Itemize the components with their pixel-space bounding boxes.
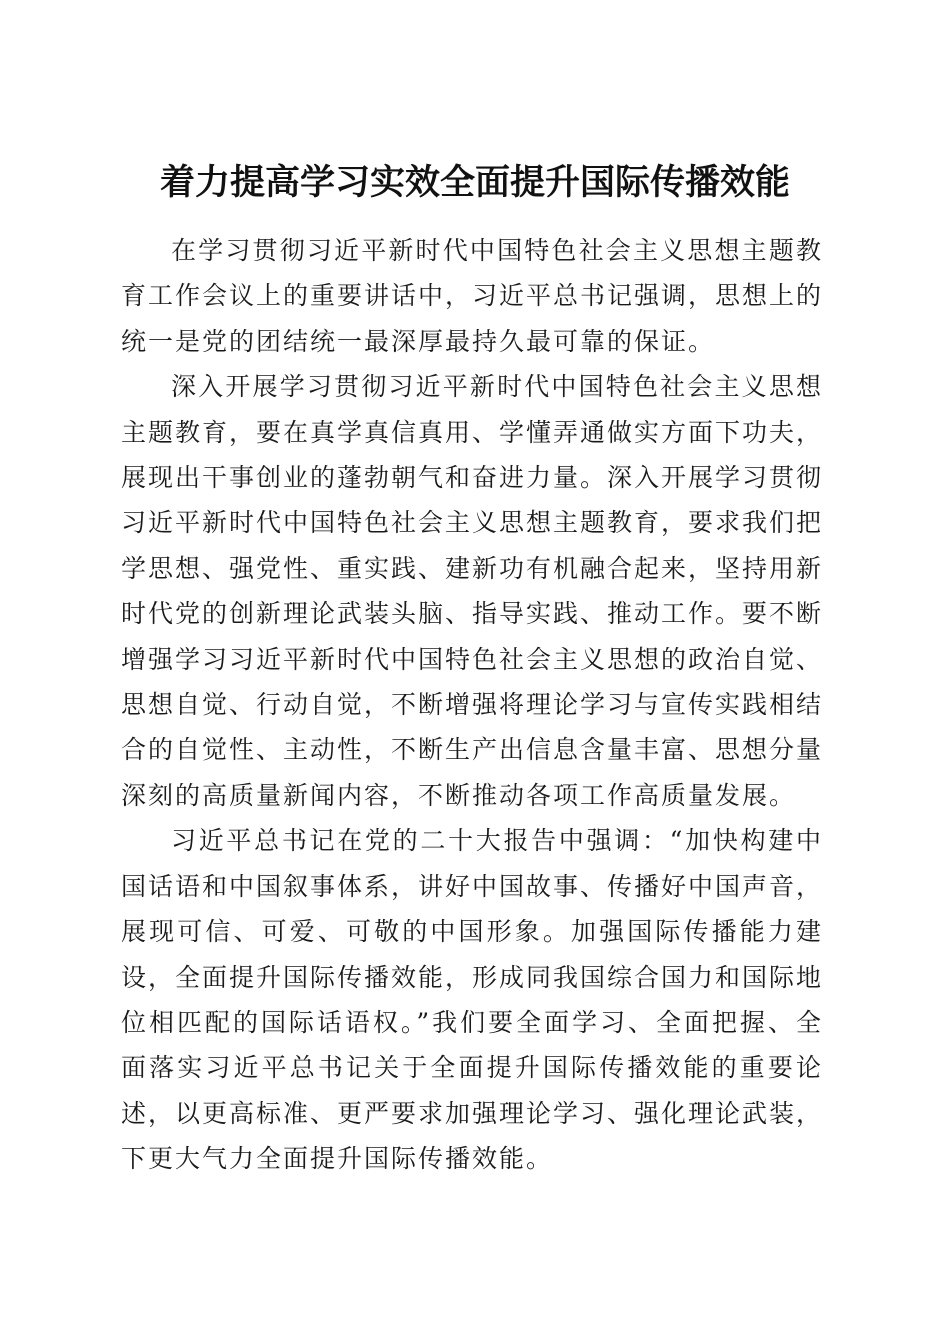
- paragraph-1: 在学习贯彻习近平新时代中国特色社会主义思想主题教育工作会议上的重要讲话中，习近平总书记强调，思想上的统一是党的团结统一最深厚最持久最可靠的保证。: [121, 236, 824, 356]
- paragraph-3: 习近平总书记在党的二十大报告中强调：“加快构建中国话语和中国叙事体系，讲好中国故事、传播好中国声音，展现可信、可爱、可敬的中国形象。加强国际传播能力建设，全面提升国际传播效能，形成同我国综合国力和国际地位相匹配的国际话语权。”我们要全面学习、全面把握、全面落实习近平总书记关于全面提升国际传播效能的重要论述，以更高标准、更严要求加强理论学习、强化理论武装，下更大气力全面提升国际传播效能。: [121, 826, 824, 1174]
- document-title: 着力提高学习实效全面提升国际传播效能: [159, 162, 790, 204]
- paragraph-2: 深入开展学习贯彻习近平新时代中国特色社会主义思想主题教育，要在真学真信真用、学懂弄通做实方面下功夫，展现出干事创业的蓬勃朝气和奋进力量。深入开展学习贯彻习近平新时代中国特色社会主义思想主题教育，要求我们把学思想、强党性、重实践、建新功有机融合起来，坚持用新时代党的创新理论武装头脑、指导实践、推动工作。要不断增强学习习近平新时代中国特色社会主义思想的政治自觉、思想自觉、行动自觉，不断增强将理论学习与宣传实践相结合的自觉性、主动性，不断生产出信息含量丰富、思想分量深刻的高质量新闻内容，不断推动各项工作高质量发展。: [121, 372, 824, 810]
- document-body: [121, 228, 823, 1182]
